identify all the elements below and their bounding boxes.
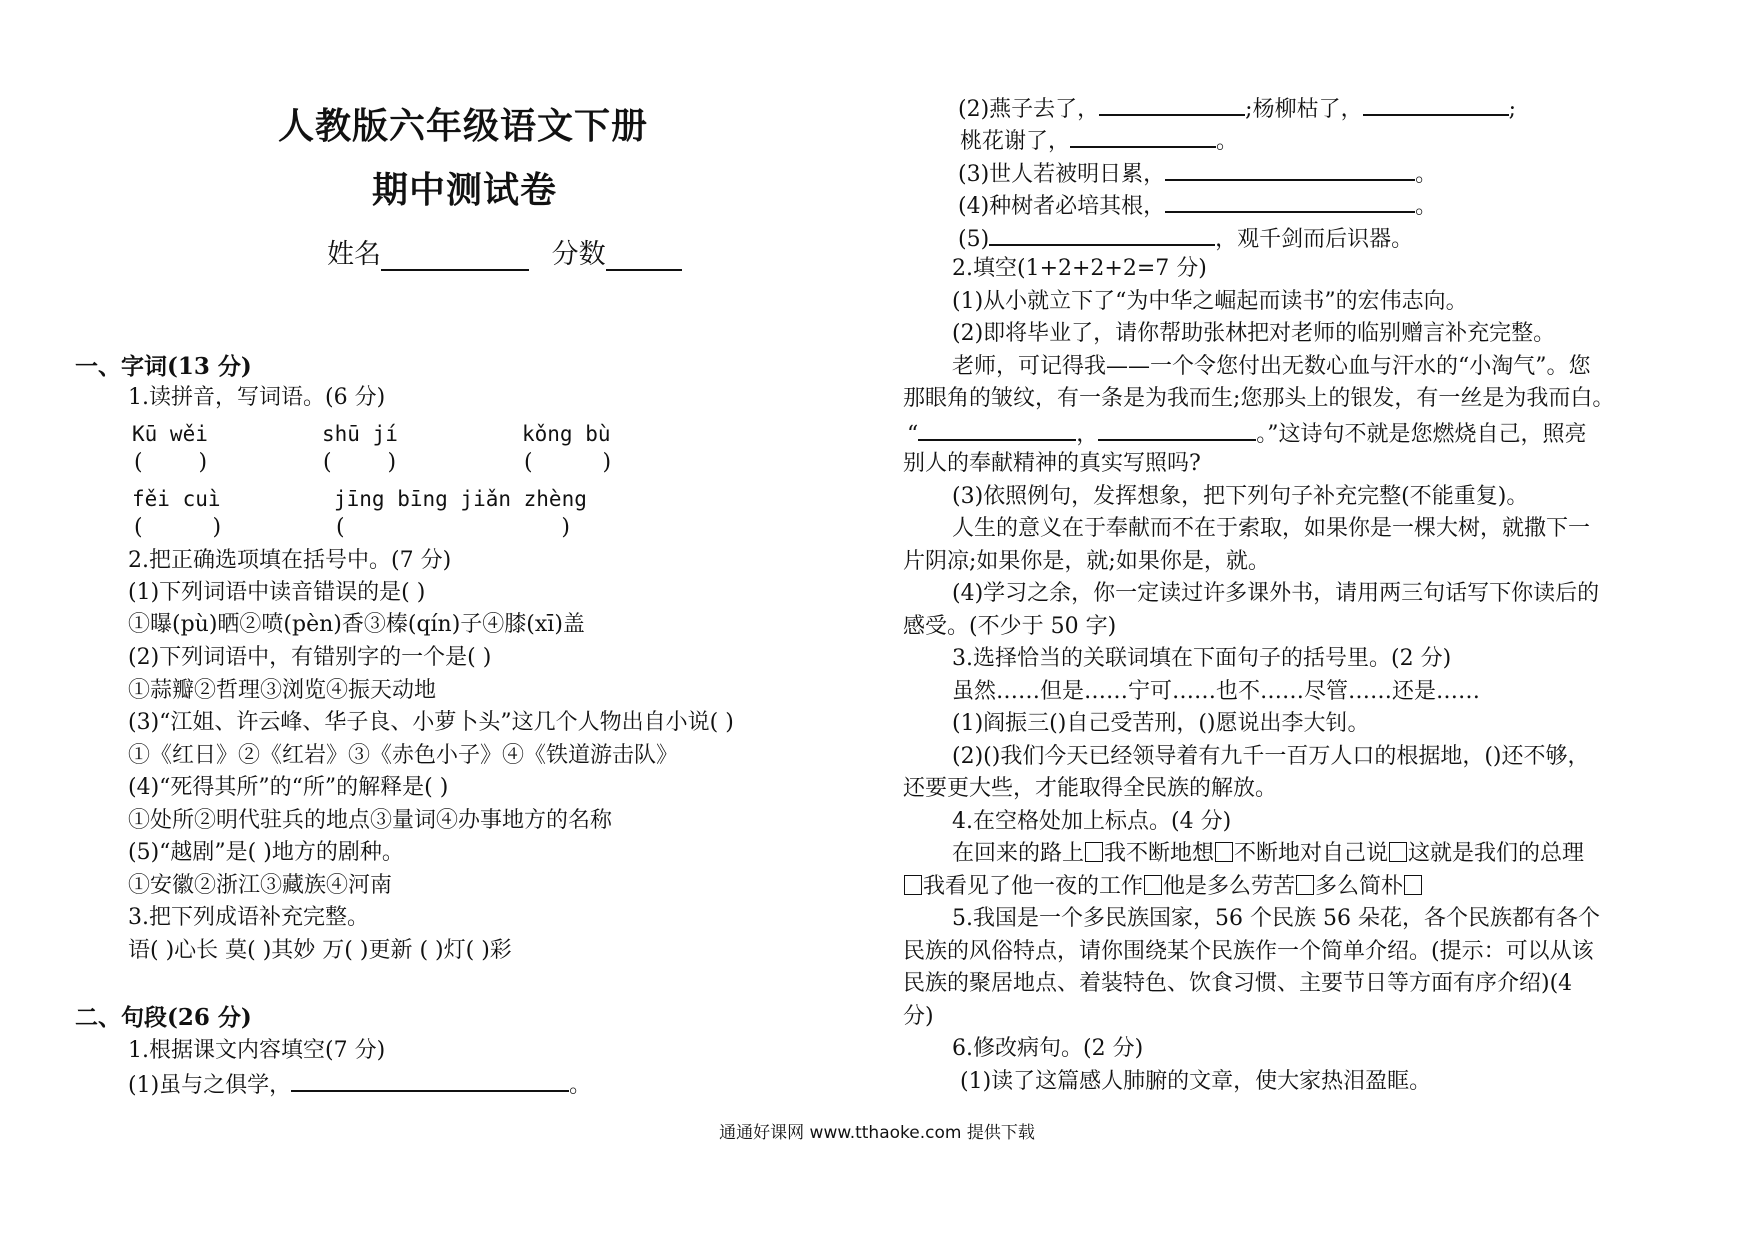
punctuation-box[interactable] — [1296, 875, 1314, 895]
fill-blank[interactable] — [1099, 92, 1245, 116]
question-connectives: 3.选择恰当的关联词填在下面句子的括号里。(2 分) — [952, 646, 1452, 671]
question-2-2-options: ①蒜瓣②哲理③浏览④振天动地 — [128, 678, 437, 703]
question-ethnic: 5.我国是一个多民族国家，56 个民族 56 朵花，各个民族都有各个 — [952, 906, 1600, 931]
paragraph-line: 老师，可记得我——一个令您付出无数心血与汗水的“小淘气”。您 — [952, 354, 1591, 379]
text-segment: 多么简朴 — [1315, 874, 1404, 899]
punctuation-box[interactable] — [1389, 842, 1407, 862]
question-fill-2: (2)即将毕业了，请你帮助张林把对老师的临别赠言补充完整。 — [952, 321, 1556, 346]
answer-paren-3[interactable]: ( ) — [524, 450, 612, 475]
connective-sentence-2: (2)()我们今天已经领导着有九千一百万人口的根据地，()还不够， — [952, 744, 1590, 769]
question-revise: 6.修改病句。(2 分) — [952, 1036, 1144, 1061]
name-score-row — [327, 232, 682, 271]
score-field[interactable] — [606, 241, 682, 271]
question-2-5-options: ①安徽②浙江③藏族④河南 — [128, 873, 393, 898]
fill-end: 。 — [1415, 194, 1438, 219]
fill-blank[interactable] — [918, 417, 1076, 441]
paragraph-line: 片阴凉;如果你是，就;如果你是，就。 — [903, 549, 1270, 574]
answer-paren-2[interactable]: ( ) — [323, 450, 397, 475]
page-title: 人教版六年级语文下册 — [278, 105, 649, 147]
question-2-1: (1)下列词语中读音错误的是( ) — [128, 580, 426, 605]
text-segment: 我看见了他一夜的工作 — [923, 874, 1144, 899]
question-2-5: (5)“越剧”是( )地方的剧种。 — [128, 840, 404, 865]
question-1: 1.读拼音，写词语。(6 分) — [128, 385, 386, 410]
question-2-1-options: ①曝(pù)晒②喷(pèn)香③榛(qín)子④膝(xī)盖 — [128, 612, 585, 637]
text-segment: 我不断地想 — [1104, 841, 1215, 866]
text-segment: 不断地对自己说 — [1234, 841, 1389, 866]
fill-blank[interactable] — [291, 1068, 569, 1092]
question-3-items: 语( )心长 莫( )其妙 万( )更新 ( )灯( )彩 — [128, 938, 512, 963]
paragraph-line — [907, 417, 1587, 450]
connective-sentence-2b: 还要更大些，才能取得全民族的解放。 — [903, 776, 1278, 801]
section-heading-2: 二、句段(26 分) — [75, 1004, 252, 1031]
fill-prompt: (1)虽与之俱学， — [128, 1073, 292, 1098]
punctuation-box[interactable] — [1215, 842, 1233, 862]
question-fill-4: (4)学习之余，你一定读过许多课外书，请用两三句话写下你读后的 — [952, 581, 1600, 606]
question-punctuation: 4.在空格处加上标点。(4 分) — [952, 809, 1232, 834]
question-revise-1: (1)读了这篇感人肺腑的文章，使大家热泪盈眶。 — [960, 1069, 1432, 1094]
fill-line-3 — [958, 157, 1437, 190]
question-fill-1: (1)从小就立下了“为中华之崛起而读书”的宏伟志向。 — [952, 289, 1468, 314]
paragraph-line: 人生的意义在于奉献而不在于索取，如果你是一棵大树，就撒下一 — [952, 516, 1591, 541]
paragraph-line: 民族的聚居地点、着装特色、饮食习惯、主要节日等方面有序介绍)(4 — [903, 971, 1573, 996]
page-subtitle: 期中测试卷 — [372, 169, 558, 211]
fill-line-4 — [958, 189, 1437, 222]
fill-line-5 — [958, 222, 1413, 255]
section-heading-1: 一、字词(13 分) — [75, 353, 252, 380]
punctuation-line-1 — [952, 839, 1584, 869]
name-label: 姓名 — [327, 239, 381, 270]
fill-prompt: (5) — [958, 227, 990, 252]
paragraph-line: 民族的风俗特点，请你围绕某个民族作一个简单介绍。(提示：可以从该 — [903, 939, 1594, 964]
fill-blank[interactable] — [989, 222, 1215, 246]
comma: ， — [1076, 422, 1099, 447]
question-2-4-options: ①处所②明代驻兵的地点③量词④办事地方的名称 — [128, 808, 613, 833]
answer-paren-4[interactable]: ( ) — [134, 515, 222, 540]
fill-blank[interactable] — [1165, 189, 1415, 213]
question-2-4: (4)“死得其所”的“所”的解释是( ) — [128, 775, 449, 800]
paragraph-line: 那眼角的皱纹，有一条是为我而生;您那头上的银发，有一丝是为我而白。 — [903, 386, 1615, 411]
quote-open: “ — [907, 422, 919, 447]
question-2-2: (2)下列词语中，有错别字的一个是( ) — [128, 645, 492, 670]
paragraph-line: 感受。(不少于 50 字) — [903, 614, 1117, 639]
section-2-question-1-1 — [128, 1068, 591, 1101]
fill-line-2b — [960, 124, 1238, 157]
question-fill: 2.填空(1+2+2+2=7 分) — [952, 256, 1207, 281]
fill-end: 。 — [1415, 162, 1438, 187]
section-2-question-1: 1.根据课文内容填空(7 分) — [128, 1038, 386, 1063]
fill-prompt: (3)世人若被明日累， — [958, 162, 1166, 187]
connective-sentence-1: (1)阎振三()自己受苦刑，()愿说出李大钊。 — [952, 711, 1370, 736]
text-segment: 这就是我们的总理 — [1408, 841, 1585, 866]
fill-prompt: (2)燕子去了， — [958, 97, 1100, 122]
footer-credit: 通通好课网 www.tthaoke.com 提供下载 — [719, 1123, 1035, 1143]
fill-blank[interactable] — [1165, 157, 1415, 181]
answer-paren-5[interactable]: ( ) — [336, 515, 570, 540]
fill-blank[interactable] — [1363, 92, 1509, 116]
fill-prompt: 桃花谢了， — [960, 129, 1071, 154]
fill-blank[interactable] — [1098, 417, 1256, 441]
punctuation-box[interactable] — [1404, 875, 1422, 895]
punctuation-box[interactable] — [1085, 842, 1103, 862]
fill-prompt: (4)种树者必培其根， — [958, 194, 1166, 219]
pinyin-5: jīng bīng jiǎn zhèng — [334, 487, 587, 511]
pinyin-4: fěi cuì — [132, 487, 221, 511]
question-2-3-options: ①《红日》②《红岩》③《赤色小子》④《铁道游击队》 — [128, 743, 679, 768]
pinyin-3: kǒng bù — [522, 422, 611, 446]
pinyin-2: shū jí — [322, 422, 398, 446]
pinyin-1: Kū wěi — [132, 422, 208, 446]
punctuation-box[interactable] — [1144, 875, 1162, 895]
punctuation-box[interactable] — [904, 875, 922, 895]
text-segment: 在回来的路上 — [952, 841, 1085, 866]
paragraph-line: 分) — [903, 1004, 934, 1029]
fill-end: 。 — [1216, 129, 1239, 154]
connective-words: 虽然……但是……宁可……也不……尽管……还是…… — [952, 679, 1481, 704]
fill-end: 。”这诗句不就是您燃烧自己，照亮 — [1256, 422, 1587, 447]
question-3: 3.把下列成语补充完整。 — [128, 905, 369, 930]
question-fill-3: (3)依照例句，发挥想象，把下列句子补充完整(不能重复)。 — [952, 484, 1529, 509]
fill-end: ，观千剑而后识器。 — [1215, 227, 1414, 252]
paragraph-line: 别人的奉献精神的真实写照吗? — [903, 451, 1201, 476]
fill-end: 。 — [569, 1073, 592, 1098]
fill-blank[interactable] — [1070, 124, 1216, 148]
fill-line-2 — [958, 92, 1516, 125]
fill-prompt: ;杨柳枯了， — [1245, 97, 1363, 122]
name-field[interactable] — [381, 241, 529, 271]
score-label: 分数 — [551, 239, 606, 270]
text-segment: 他是多么劳苦 — [1163, 874, 1296, 899]
punctuation-line-2 — [903, 872, 1423, 902]
fill-end: ; — [1508, 97, 1517, 122]
question-2: 2.把正确选项填在括号中。(7 分) — [128, 548, 452, 573]
answer-paren-1[interactable]: ( ) — [134, 450, 208, 475]
question-2-3: (3)“江姐、许云峰、华子良、小萝卜头”这几个人物出自小说( ) — [128, 710, 734, 735]
